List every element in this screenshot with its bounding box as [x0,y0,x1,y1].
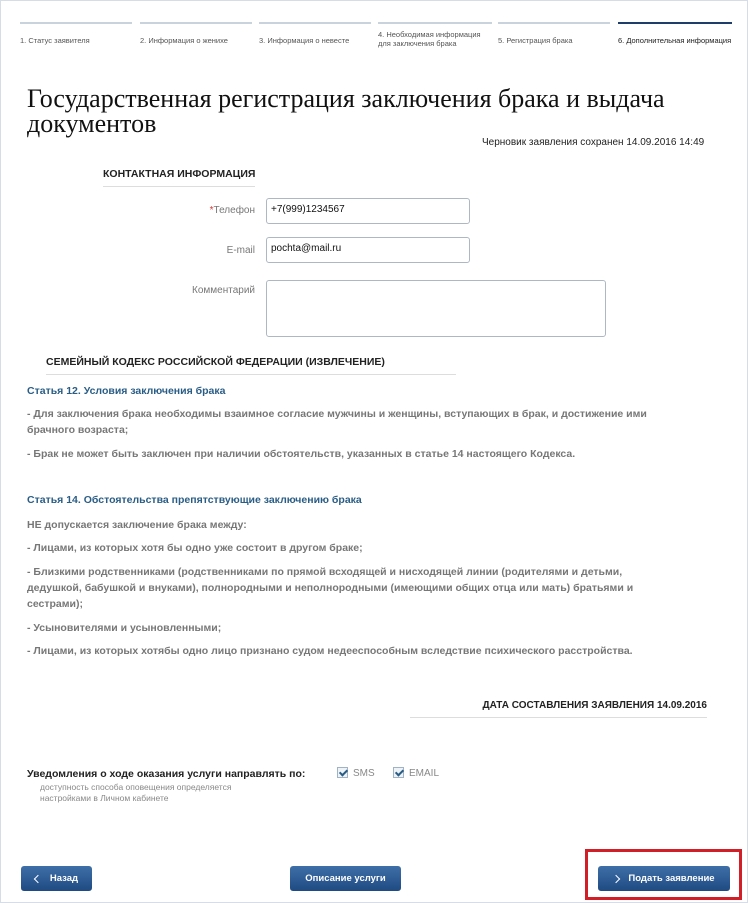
back-button[interactable]: Назад [21,866,92,891]
chevron-left-icon [34,874,42,882]
email-checkbox-label: EMAIL [409,768,440,779]
progress-steps [20,22,732,52]
notifications-hint: доступность способа оповещения определяется настройками в Личном кабинете [40,782,232,803]
article-14-intro: НЕ допускается заключение брака между: [27,519,247,531]
article-12-paragraph-2: - Брак не может быть заключен при наличии обстоятельств, указанных в статье 14 настоящего Кодекса. [27,448,576,460]
notifications-label: Уведомления о ходе оказания услуги направлять по: [27,768,306,780]
step-4[interactable]: 4. Необходимая информация для заключения брака [378,22,492,52]
article-14-paragraph-3: - Усыновителями и усыновленными; [27,622,222,634]
step-1[interactable]: 1. Статус заявителя [20,22,132,52]
step-5[interactable]: 5. Регистрация брака [498,22,610,52]
email-label: E-mail [226,245,255,256]
contact-heading: КОНТАКТНАЯ ИНФОРМАЦИЯ [103,168,255,187]
article-12-title: Статья 12. Условия заключения брака [27,385,226,397]
phone-input[interactable]: +7(999)1234567 [266,198,470,224]
step-2[interactable]: 2. Информация о женихе [140,22,252,52]
service-description-button[interactable]: Описание услуги [290,866,401,891]
step-3[interactable]: 3. Информация о невесте [259,22,371,52]
article-12-paragraph-1: - Для заключения брака необходимы взаимное согласие мужчины и женщины, вступающих в брак, и достижение ими брачного возраста; [27,408,647,436]
required-mark: * [209,205,214,216]
phone-label: *Телефон [209,205,255,216]
comment-textarea[interactable] [266,280,606,337]
email-checkbox[interactable] [393,767,404,778]
article-14-paragraph-4: - Лицами, из которых хотябы одно лицо признано судом недееспособным вследствие психического расстройства. [27,645,633,657]
article-14-title: Статья 14. Обстоятельства препятствующие заключению брака [27,494,362,506]
page-title: Государственная регистрация заключения брака и выдача документов [27,84,665,138]
sms-label: SMS [353,768,375,779]
code-heading: СЕМЕЙНЫЙ КОДЕКС РОССИЙСКОЙ ФЕДЕРАЦИИ (ИЗВЛЕЧЕНИЕ) [46,356,456,375]
sms-checkbox[interactable] [337,767,348,778]
article-14-paragraph-1: - Лицами, из которых хотя бы одно уже состоит в другом браке; [27,542,363,554]
submit-application-button[interactable]: Подать заявление [598,866,730,891]
article-14-paragraph-2: - Близкими родственниками (родственниками по прямой всходящей и нисходящей линии (родителями и детьми, дедушкой, бабушкой и внуками), полнородными и неполнородными (имеющими общих отца или мать) братьями и сестрами); [27,566,634,610]
application-date: ДАТА СОСТАВЛЕНИЯ ЗАЯВЛЕНИЯ 14.09.2016 [410,700,707,718]
comment-label: Комментарий [192,285,255,296]
email-input[interactable]: pochta@mail.ru [266,237,470,263]
submit-highlight-frame [585,849,742,900]
draft-status: Черновик заявления сохранен 14.09.2016 14:49 [482,137,705,148]
step-6[interactable]: 6. Дополнительная информация [618,22,732,52]
